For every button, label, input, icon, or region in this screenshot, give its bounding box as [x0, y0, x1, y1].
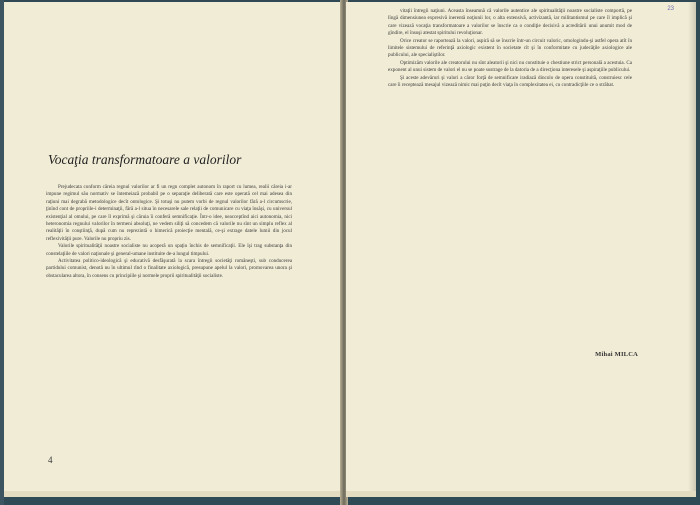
page-number: 4	[48, 455, 53, 465]
paragraph: Orice creator se raportează la valori, aspiră să se înscrie într-un circuit valoric, omologindu-şi astfel opera atît în limitele sistemului de referinţă axiologic existent în societate cît şi în conformitate cu judecăţile axiologice ale publicului, ale specialiştilor.	[388, 37, 632, 59]
corner-stamp: 23	[667, 6, 674, 12]
paragraph: Activitatea politico-ideologică şi educativă desfăşurată la scara întregii societăţi româneşti, sub conducerea partidului comunist, denotă nu în ultimul rînd o finalitate axiologică, presupune apelul la valori, promovarea unora şi obstacularea altora, în consens cu principiile şi normele proprii spiritualităţii socialiste.	[46, 258, 292, 279]
paragraph: Prejudecata conform căreia regnul valorilor ar fi un regn complet autonom în raport cu lumea, realii căreia i-ar impune regimul său normativ se întemeiază probabil pe o separaţie deliberată care este operată cel mai adesea din raţiuni mai degrabă metodologice decît ontologice. Şi totuşi nu putem vorbi de regnul valorilor fără a-l circumscrie, ţinînd cont de propriile-i determinaţii, fără a-l situa în necesarele sale relaţii de comunicare cu viaţa însăşi, cu universul existenţial al omului, pe care îl exprimă şi căruia îi conferă semnificaţie. Într-o idee, neacceptînd aici autonomia, nici heteronomia regnului valorilor în termeni absoluţi, ne vedem siliţi să concedem că valorile nu sînt un simplu reflex al realităţii în conştiinţă, după cum nu reprezintă o himerică proiecţie mentală, ce-şi extrage datele lumii din jocul reflexivităţii pure. Valorile nu propriu zis.	[46, 184, 292, 242]
page-edge	[4, 491, 343, 497]
left-body-text	[46, 184, 292, 280]
paragraph: Şi aceste adevăruri şi valori a căror forţă de semnificare iradiază dincolo de opera constituită, construiesc cele care îi receptează mesajul vizează nimic mai puţin decît viaţa în complexitatea ei, cu contradicţiile ce o străbat.	[388, 74, 632, 89]
author-signature: Mihai MILCA	[595, 351, 638, 358]
right-body-text	[388, 8, 632, 89]
page-edge	[346, 491, 696, 497]
paragraph: Valorile spiritualităţii noastre socialiste nu acoperă un spaţiu închis de semnificaţii. Ele îşi trag substanţa din constelaţiile de valori naţionale şi general-umane instituite de-a lungul timpului.	[46, 243, 292, 257]
page-edge-shadow	[688, 2, 696, 497]
paragraph: Optimizăm valorile ale creatorului nu sînt aleatorii şi nici nu constituie o chestiune strict personală a acestuia. Ca exponent al unui sistem de valori el nu se poate sustrage de la datoria de a direcţiona interesele şi aspiraţiile publicului.	[388, 59, 632, 74]
right-page	[346, 2, 696, 497]
left-page	[4, 2, 344, 497]
paragraph: vitaţii întregii naţiuni. Aceasta înseamnă că valorile autentice ale spiritualităţii noastre socialiste comportă, pe lîngă dimensiunea expresivă inerentă noţiunii lor, o alta extensivă, activizantă, iar militantismul pe care îl implică şi care vizează vocaţia transformatoare a valorilor se înscrie ca o condiţie decisivă a acreditării unui anumit mod de gîndire, el însuşi atestat spiritului revoluţionar.	[388, 8, 632, 37]
article-title: Vocaţia transformatoare a valorilor	[48, 152, 242, 167]
